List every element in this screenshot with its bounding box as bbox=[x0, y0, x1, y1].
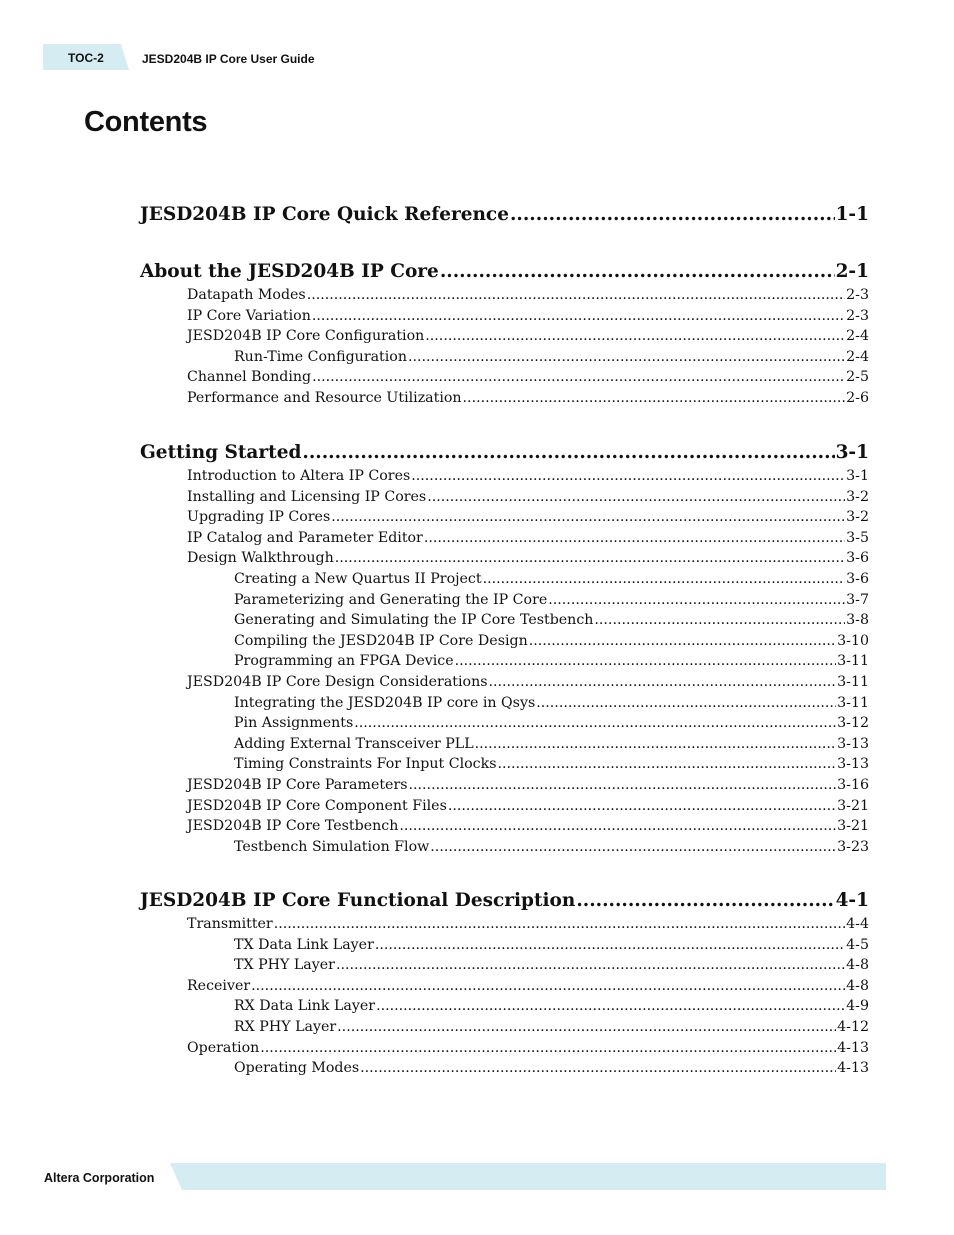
leader-dots bbox=[376, 998, 845, 1014]
toc-entry[interactable] bbox=[187, 287, 869, 307]
toc-entry-title: Pin Assignments bbox=[234, 715, 354, 732]
toc-entry-page: 3-16 bbox=[837, 777, 869, 793]
toc-entry-title: JESD204B IP Core Testbench bbox=[187, 818, 399, 835]
toc-entry-title: Datapath Modes bbox=[187, 287, 306, 303]
toc-subentry[interactable] bbox=[234, 1060, 869, 1080]
toc-entry[interactable] bbox=[187, 550, 869, 570]
toc-entry[interactable] bbox=[187, 369, 869, 389]
toc-section[interactable] bbox=[140, 442, 869, 468]
leader-dots bbox=[510, 204, 835, 225]
toc-subentry[interactable] bbox=[234, 612, 869, 632]
leader-dots bbox=[483, 571, 846, 587]
toc-entry-title: Generating and Simulating the IP Core Testbench bbox=[234, 612, 594, 629]
toc-subentry[interactable] bbox=[234, 715, 869, 735]
toc-entry-title: Operation bbox=[187, 1039, 260, 1056]
leader-dots bbox=[335, 550, 845, 566]
toc-entry[interactable] bbox=[187, 489, 869, 509]
leader-dots bbox=[274, 916, 845, 932]
leader-dots bbox=[360, 1060, 836, 1076]
toc-entry-title: Design Walkthrough bbox=[187, 550, 334, 567]
toc-entry-page: 2-5 bbox=[846, 369, 869, 386]
leader-dots bbox=[448, 798, 836, 814]
leader-dots bbox=[260, 1040, 836, 1056]
toc-entry-title: Receiver bbox=[187, 977, 251, 994]
toc-entry-page: 3-2 bbox=[846, 509, 869, 526]
toc-entry-title: Testbench Simulation Flow bbox=[234, 838, 430, 855]
toc-subentry[interactable] bbox=[234, 349, 869, 369]
page-title: Contents bbox=[84, 106, 208, 138]
toc-entry-title: Timing Constraints For Input Clocks bbox=[234, 756, 497, 773]
page-number-label: TOC-2 bbox=[68, 51, 104, 65]
leader-dots bbox=[424, 530, 845, 546]
toc-subentry[interactable] bbox=[234, 839, 869, 859]
leader-dots bbox=[399, 818, 836, 834]
toc-entry-title: JESD204B IP Core Component Files bbox=[187, 797, 447, 814]
toc-entry-page: 2-4 bbox=[846, 348, 869, 365]
leader-dots bbox=[331, 509, 845, 525]
page-header bbox=[43, 44, 343, 70]
toc-section-page: 2-1 bbox=[835, 261, 869, 282]
document-title: JESD204B IP Core User Guide bbox=[142, 52, 315, 66]
leader-dots bbox=[354, 715, 836, 731]
toc-entry-page: 4-9 bbox=[846, 998, 869, 1015]
toc-entry[interactable] bbox=[187, 308, 869, 328]
toc-subentry[interactable] bbox=[234, 1019, 869, 1039]
leader-dots bbox=[307, 287, 845, 303]
toc-section-title: JESD204B IP Core Quick Reference bbox=[140, 204, 509, 225]
toc-entry-page: 4-13 bbox=[837, 1060, 869, 1077]
toc-entry-title: Operating Modes bbox=[234, 1060, 360, 1077]
toc-subentry[interactable] bbox=[234, 756, 869, 776]
toc-entry[interactable] bbox=[187, 777, 869, 797]
toc-entry-page: 3-10 bbox=[837, 632, 869, 649]
toc-entry-title: Transmitter bbox=[187, 916, 273, 932]
footer-band bbox=[170, 1163, 886, 1190]
toc-entry-page: 3-7 bbox=[846, 591, 869, 608]
leader-dots bbox=[302, 442, 834, 463]
toc-entry-page: 4-12 bbox=[837, 1019, 869, 1035]
toc-entry-page: 3-12 bbox=[837, 715, 869, 732]
leader-dots bbox=[529, 633, 836, 649]
toc-entry-title: IP Catalog and Parameter Editor bbox=[187, 529, 423, 546]
toc-entry-page: 4-4 bbox=[846, 916, 869, 932]
leader-dots bbox=[475, 736, 836, 752]
toc-entry-title: JESD204B IP Core Parameters bbox=[187, 777, 408, 793]
toc-entry-page: 3-8 bbox=[846, 612, 869, 629]
toc-subentry[interactable] bbox=[234, 957, 869, 977]
toc-entry-title: TX Data Link Layer bbox=[234, 936, 374, 953]
toc-entry-title: Installing and Licensing IP Cores bbox=[187, 488, 427, 505]
leader-dots bbox=[430, 839, 836, 855]
toc-entry-page: 3-1 bbox=[846, 468, 869, 484]
toc-entry-title: Channel Bonding bbox=[187, 369, 312, 386]
leader-dots bbox=[497, 756, 836, 772]
leader-dots bbox=[548, 592, 845, 608]
leader-dots bbox=[411, 468, 845, 484]
leader-dots bbox=[375, 937, 845, 953]
toc-entry[interactable] bbox=[187, 978, 869, 998]
toc-entry-title: Parameterizing and Generating the IP Core bbox=[234, 591, 548, 608]
toc-entry-page: 4-13 bbox=[837, 1039, 869, 1056]
leader-dots bbox=[594, 612, 845, 628]
toc-entry-page: 3-6 bbox=[846, 571, 869, 587]
toc-entry-title: Programming an FPGA Device bbox=[234, 653, 454, 670]
toc-entry[interactable] bbox=[187, 798, 869, 818]
toc-entry-page: 3-23 bbox=[837, 838, 869, 855]
toc-entry-title: IP Core Variation bbox=[187, 307, 311, 324]
toc-section-title: About the JESD204B IP Core bbox=[140, 261, 439, 282]
leader-dots bbox=[536, 695, 836, 711]
toc-entry-title: Upgrading IP Cores bbox=[187, 509, 331, 526]
toc-entry[interactable] bbox=[187, 509, 869, 529]
toc-entry[interactable] bbox=[187, 1040, 869, 1060]
toc-entry-title: RX PHY Layer bbox=[234, 1019, 337, 1035]
toc-subentry[interactable] bbox=[234, 695, 869, 715]
toc-section-title: Getting Started bbox=[140, 442, 302, 463]
leader-dots bbox=[489, 674, 837, 690]
toc-entry-page: 4-5 bbox=[846, 936, 869, 953]
toc-entry[interactable] bbox=[187, 468, 869, 488]
leader-dots bbox=[337, 1019, 836, 1035]
toc-entry-page: 3-6 bbox=[846, 550, 869, 567]
toc-entry-title: JESD204B IP Core Configuration bbox=[187, 328, 425, 345]
toc-entry[interactable] bbox=[187, 328, 869, 348]
toc-entry-page: 3-2 bbox=[846, 488, 869, 505]
toc-subentry[interactable] bbox=[234, 736, 869, 756]
toc-entry-page: 3-13 bbox=[837, 756, 869, 773]
toc-section-page: 4-1 bbox=[835, 890, 869, 911]
toc-entry[interactable] bbox=[187, 916, 869, 936]
toc-entry-page: 2-6 bbox=[846, 390, 869, 406]
toc-subentry[interactable] bbox=[234, 592, 869, 612]
toc-entry-title: Performance and Resource Utilization bbox=[187, 390, 462, 406]
leader-dots bbox=[251, 978, 845, 994]
toc-entry[interactable] bbox=[187, 390, 869, 410]
leader-dots bbox=[408, 349, 845, 365]
leader-dots bbox=[455, 653, 837, 669]
toc-subentry[interactable] bbox=[234, 571, 869, 591]
toc-subentry[interactable] bbox=[234, 633, 869, 653]
toc-entry-title: Run-Time Configuration bbox=[234, 348, 407, 365]
toc-section[interactable] bbox=[140, 890, 869, 916]
toc-entry[interactable] bbox=[187, 818, 869, 838]
toc-entry-page: 2-3 bbox=[846, 287, 869, 303]
leader-dots bbox=[440, 261, 835, 282]
toc-entry-page: 3-21 bbox=[837, 797, 869, 814]
toc-entry-page: 3-11 bbox=[837, 694, 869, 711]
toc-entry-page: 3-5 bbox=[846, 529, 869, 546]
toc-entry-title: Introduction to Altera IP Cores bbox=[187, 468, 411, 484]
toc-entry-title: Creating a New Quartus II Project bbox=[234, 571, 482, 587]
footer-company: Altera Corporation bbox=[44, 1171, 155, 1185]
leader-dots bbox=[336, 957, 845, 973]
toc-entry[interactable] bbox=[187, 530, 869, 550]
leader-dots bbox=[409, 777, 837, 793]
toc-entry-page: 4-8 bbox=[846, 957, 869, 974]
toc-subentry[interactable] bbox=[234, 653, 869, 673]
toc-section[interactable] bbox=[140, 204, 869, 230]
toc-entry-page: 3-11 bbox=[837, 653, 869, 670]
toc-entry-page: 3-13 bbox=[837, 735, 869, 752]
toc-entry-page: 2-3 bbox=[846, 307, 869, 324]
toc-entry-title: Compiling the JESD204B IP Core Design bbox=[234, 632, 528, 649]
leader-dots bbox=[312, 308, 845, 324]
toc-entry-title: Integrating the JESD204B IP core in Qsys bbox=[234, 694, 536, 711]
toc-entry-page: 3-21 bbox=[837, 818, 869, 835]
toc-entry[interactable] bbox=[187, 674, 869, 694]
toc-section-title: JESD204B IP Core Functional Description bbox=[140, 890, 576, 911]
toc-entry-title: RX Data Link Layer bbox=[234, 998, 376, 1015]
toc-section-page: 1-1 bbox=[835, 204, 869, 225]
toc-section[interactable] bbox=[140, 261, 869, 287]
toc-entry-title: TX PHY Layer bbox=[234, 957, 335, 974]
toc-entry-title: Adding External Transceiver PLL bbox=[234, 735, 474, 752]
page-footer bbox=[43, 1163, 886, 1190]
leader-dots bbox=[425, 328, 845, 344]
toc-entry-title: JESD204B IP Core Design Considerations bbox=[187, 674, 488, 690]
leader-dots bbox=[312, 369, 845, 385]
leader-dots bbox=[463, 390, 846, 406]
leader-dots bbox=[576, 890, 834, 911]
toc-entry-page: 3-11 bbox=[837, 674, 869, 690]
leader-dots bbox=[427, 489, 845, 505]
toc-subentry[interactable] bbox=[234, 937, 869, 957]
toc-subentry[interactable] bbox=[234, 998, 869, 1018]
toc-section-page: 3-1 bbox=[835, 442, 869, 463]
toc-entry-page: 4-8 bbox=[846, 977, 869, 994]
toc-entry-page: 2-4 bbox=[846, 328, 869, 345]
